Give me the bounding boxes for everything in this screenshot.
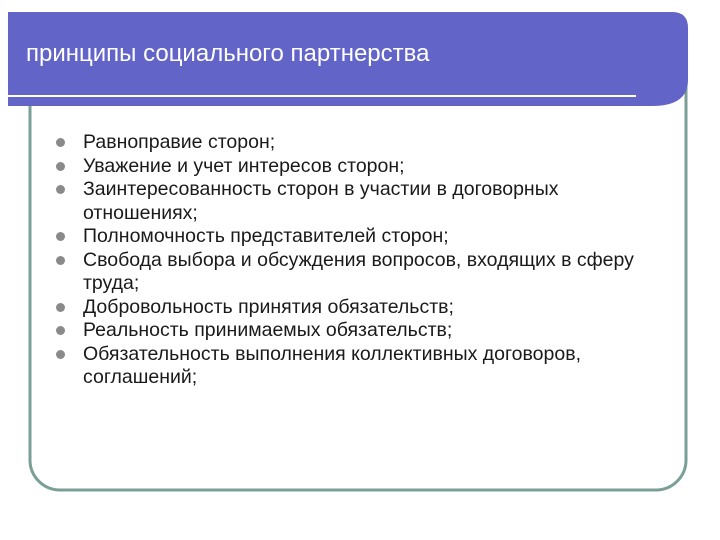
list-item — [56, 249, 656, 296]
list-item-text: Заинтересованность сторон в участии в договорных отношениях; — [83, 178, 559, 224]
slide-title: принципы социального партнерства — [26, 40, 430, 67]
bullet-icon — [56, 350, 65, 359]
list-item — [56, 131, 656, 155]
list-item-text: Равноправие сторон; — [83, 131, 276, 153]
principles-list — [56, 131, 656, 390]
bullet-icon — [56, 256, 65, 265]
list-item-text: Добровольность принятия обязательств; — [83, 295, 454, 318]
list-item-text: Полномочность представителей сторон; — [83, 225, 449, 247]
bullet-icon — [56, 138, 65, 147]
bullet-icon — [56, 303, 65, 312]
list-item-text: Свобода выбора и обсуждения вопросов, входящих в сферу труда; — [83, 248, 634, 294]
bullet-icon — [56, 326, 65, 335]
list-item — [56, 155, 656, 179]
list-item-text: Уважение и учет интересов сторон; — [83, 154, 405, 177]
bullet-icon — [56, 232, 65, 241]
list-item — [56, 178, 656, 225]
list-item — [56, 343, 656, 390]
list-item — [56, 319, 656, 343]
bullet-icon — [56, 185, 65, 194]
bullet-icon — [56, 162, 65, 171]
list-item-text: Реальность принимаемых обязательств; — [83, 319, 453, 341]
list-item — [56, 225, 656, 249]
list-item-text: Обязательность выполнения коллективных договоров, соглашений; — [83, 342, 581, 388]
list-item — [56, 296, 656, 320]
